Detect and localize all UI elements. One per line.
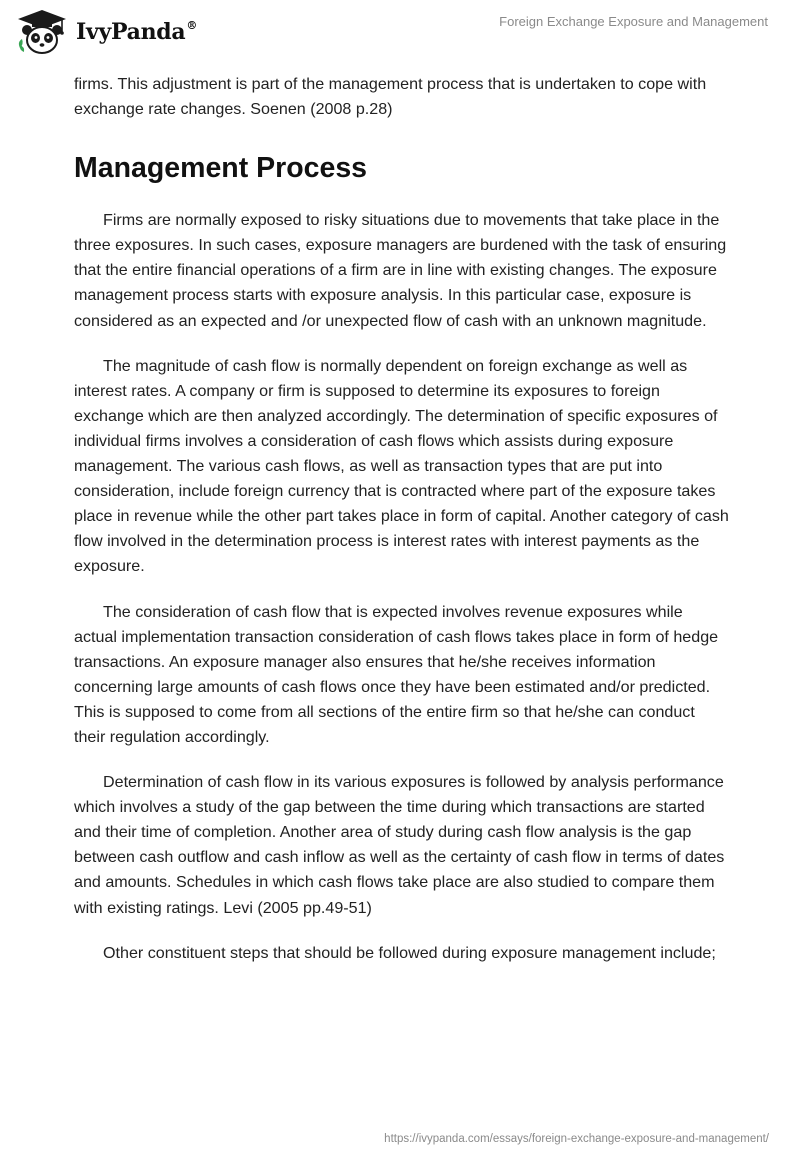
intro-paragraph: firms. This adjustment is part of the management process that is undertaken to cope with exchange rate changes. Soenen (2008 p.28) <box>74 75 707 119</box>
section-heading: Management Process <box>74 152 368 185</box>
body-paragraph: The consideration of cash flow that is expected involves revenue exposures while actual implementation transaction consideration of cash flows takes place in form of hedge transactions. An exposure manager also ensures that he/she receives information concerning large amounts of cash flows once they have been estimated and/or predicted. This is supposed to come from all sections of the entire firm so that he/she can conduct their regulation accordingly. <box>74 602 719 746</box>
source-url-link[interactable]: https://ivypanda.com/essays/foreign-exchange-exposure-and-management/ <box>384 1133 769 1145</box>
page-header <box>0 0 800 64</box>
document-title: Foreign Exchange Exposure and Management <box>499 14 768 29</box>
body-paragraph: Firms are normally exposed to risky situations due to movements that take place in the three exposures. In such cases, exposure managers are burdened with the task of ensuring that the entire financial operations of a firm are in line with existing changes. The exposure management process starts with exposure analysis. In this particular case, exposure is considered as an expected and /or unexpected flow of cash with an unknown magnitude. <box>74 211 727 330</box>
registered-mark: ® <box>186 19 198 32</box>
body-paragraph: The magnitude of cash flow is normally dependent on foreign exchange as well as interest rates. A company or firm is supposed to determine its exposures to foreign exchange which are then analyzed accordingly. The determination of specific exposures of individual firms involves a consideration of cash flows which assists during exposure management. The various cash flows, as well as transaction types that are put into consideration, include foreign currency that is contracted where part of the exposure takes place in revenue while the other part takes place in form of capital. Another category of cash flow involved in the determination process is interest rates with interest payments as the exposure. <box>74 356 729 576</box>
body-paragraph: Other constituent steps that should be followed during exposure management include; <box>103 943 716 962</box>
panda-graduate-icon <box>16 8 68 56</box>
article-body <box>74 72 729 986</box>
brand-name: IvyPanda® <box>76 19 198 45</box>
brand-logo[interactable] <box>16 8 197 56</box>
body-paragraph: Determination of cash flow in its various exposures is followed by analysis performance which involves a study of the gap between the time during which transactions are started and their time of completion. Another area of study during cash flow analysis is the gap between cash outflow and cash inflow as well as the certainty of cash flow in terms of dates and amounts. Schedules in which cash flows take place are also studied to compare them with existing ratings. Levi (2005 pp.49-51) <box>74 773 725 917</box>
